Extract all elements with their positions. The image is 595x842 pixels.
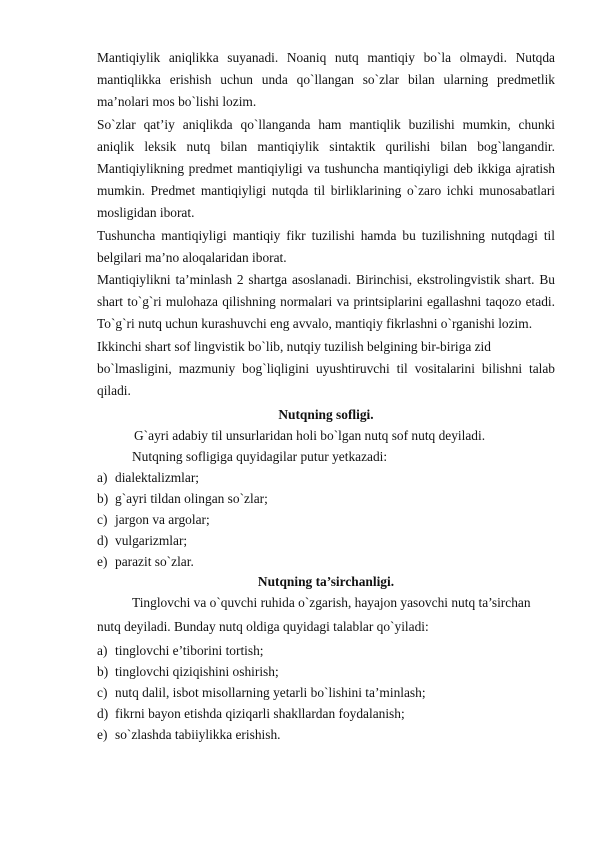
- purity-definition: G`ayri adabiy til unsurlaridan holi bo`lgan nutq sof nutq deyiladi.: [134, 428, 486, 444]
- list-item: c) jargon va argolar;: [97, 512, 210, 528]
- paragraph-second-condition-line1: Ikkinchi shart sof lingvistik bo`lib, nutqiy tuzilish belgining bir-biriga zid: [97, 338, 491, 354]
- section-title-impact: Nutqning ta’sirchanligi.: [257, 574, 395, 590]
- paragraph-second-condition-rest: bo`lmasligini, mazmuniy bog`liqligini uyushtiruvchi til vositalarini bilishni talab qiladi.: [97, 360, 555, 398]
- list-item: c) nutq dalil, isbot misollarning yetarli bo`lishini ta’minlash;: [97, 685, 426, 701]
- purity-intro: Nutqning sofligiga quyidagilar putur yetkazadi:: [132, 449, 388, 465]
- impact-definition-line1: Tinglovchi va o`quvchi ruhida o`zgarish, hayajon yasovchi nutq ta’sirchan: [132, 595, 531, 611]
- list-item: e) so`zlashda tabiiylikka erishish.: [97, 727, 281, 743]
- document-page: [97, 47, 555, 745]
- list-item: e) parazit so`zlar.: [97, 554, 194, 570]
- paragraph-precision: Mantiqiylik aniqlikka suyanadi. Noaniq nutq mantiqiy bo`la olmaydi. Nutqda mantiqlikka erishish uchun unda qo`llangan so`zlar bilan ularning predmetlik ma’nolari mos bo`lishi lozim.: [97, 50, 555, 110]
- list-item: d) vulgarizmlar;: [97, 533, 188, 549]
- impact-definition-rest: nutq deyiladi. Bunday nutq oldiga quyidagi talablar qo`yiladi:: [97, 619, 429, 635]
- list-item: d) fikrni bayon etishda qiziqarli shakllardan foydalanish;: [97, 706, 405, 722]
- paragraph-conditions: Mantiqiylikni ta’minlash 2 shartga asoslanadi. Birinchisi, ekstrolingvistik shart. Bu shart to`g`ri mulohaza qilishning normalari va printsiplarini egallashni taqozo etadi. To`g`ri nutq uchun kurashuvchi eng avvalo, mantiqiy fikrlashni o`rganishi lozim.: [97, 272, 555, 332]
- list-item: b) g`ayri tildan olingan so`zlar;: [97, 491, 268, 507]
- list-item: b) tinglovchi qiziqishini oshirish;: [97, 664, 279, 680]
- paragraph-concept-logic: Tushuncha mantiqiyligi mantiqiy fikr tuzilishi hamda bu tuzilishning nutqdagi til belgilari ma’no aloqalaridan iborat.: [97, 227, 555, 265]
- paragraph-logic-types: So`zlar qat’iy aniqlikda qo`llanganda ham mantiqlik buzilishi mumkin, chunki aniqlik leksik nutq bilan mantiqiylik sintaktik qurilishi bilan bog`langandir. Mantiqiylikning predmet mantiqiyligi va tushuncha mantiqiyligi deb ikkiga ajratish mumkin. Predmet mantiqiyligi nutqda til birliklarining o`zaro ichki munosabatlari mosligidan iborat.: [97, 116, 555, 221]
- purity-list: [97, 467, 555, 572]
- list-item: a) dialektalizmlar;: [97, 470, 200, 486]
- section-title-purity: Nutqning sofligi.: [278, 407, 374, 423]
- list-item: a) tinglovchi e’tiborini tortish;: [97, 643, 264, 659]
- impact-list: [97, 640, 555, 745]
